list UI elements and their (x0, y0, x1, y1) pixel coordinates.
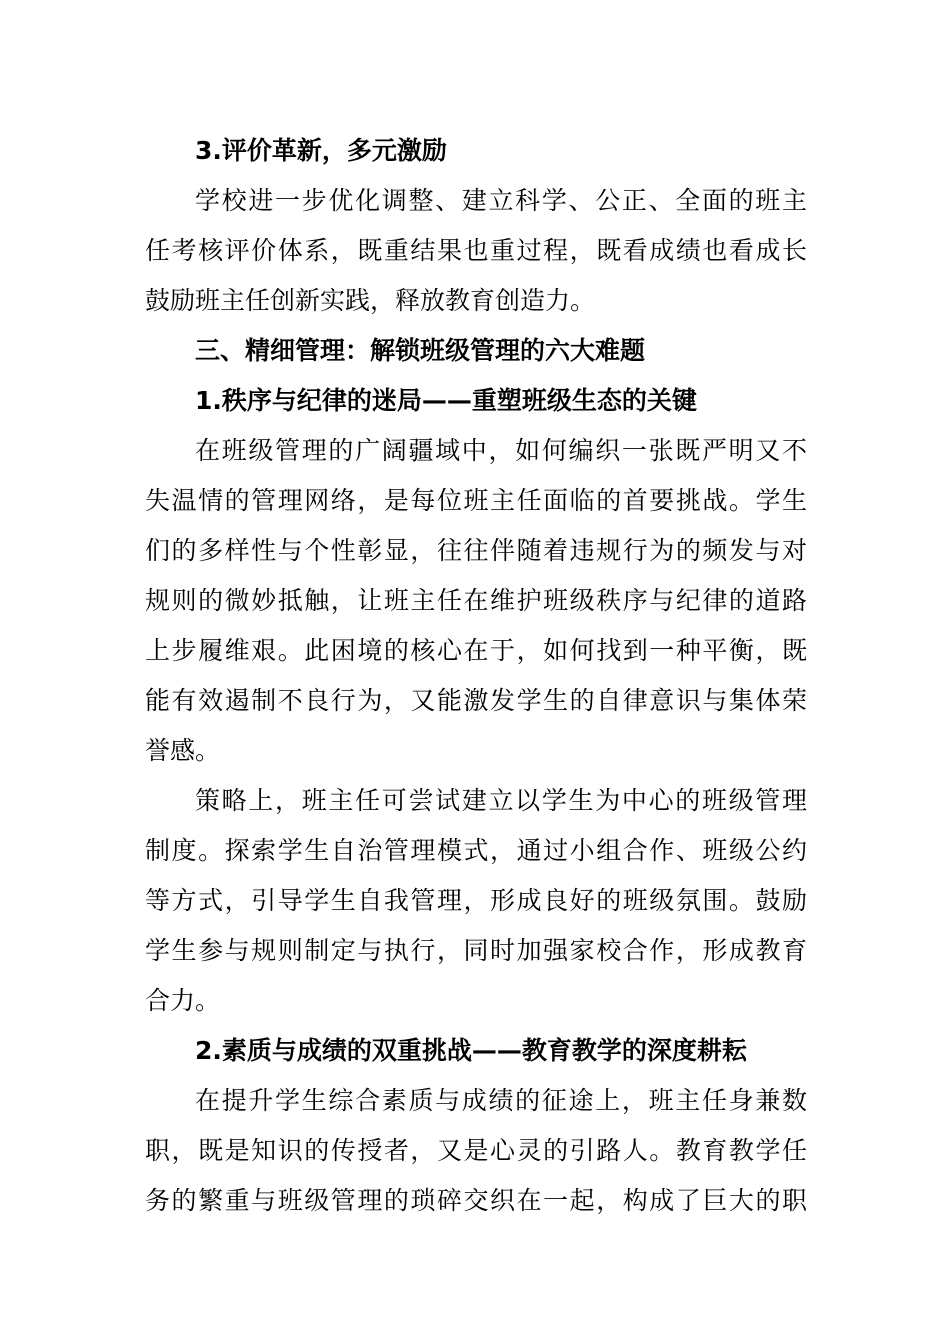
paragraph-line: 在班级管理的广阔疆域中，如何编织一张既严明又不 (195, 436, 807, 465)
paragraph-line: 策略上，班主任可尝试建立以学生为中心的班级管理 (195, 786, 807, 815)
paragraph-line: 能有效遏制不良行为，又能激发学生的自律意识与集体荣 (145, 686, 807, 715)
subheading-evaluation: 3.评价革新，多元激励 (195, 136, 447, 165)
paragraph-line: 规则的微妙抵触，让班主任在维护班级秩序与纪律的道路 (145, 586, 807, 615)
paragraph-line: 任考核评价体系，既重结果也重过程，既看成绩也看成长 (145, 236, 807, 265)
document-page (145, 126, 807, 1226)
paragraph-line: 们的多样性与个性彰显，往往伴随着违规行为的频发与对 (145, 536, 807, 565)
paragraph-line: 上步履维艰。此困境的核心在于，如何找到一种平衡，既 (145, 636, 807, 665)
paragraph-line: 在提升学生综合素质与成绩的征途上，班主任身兼数 (195, 1086, 807, 1115)
paragraph-line: 学校进一步优化调整、建立科学、公正、全面的班主 (195, 186, 807, 215)
paragraph-line: 务的繁重与班级管理的琐碎交织在一起，构成了巨大的职 (145, 1186, 807, 1215)
paragraph-line: 等方式，引导学生自我管理，形成良好的班级氛围。鼓励 (145, 886, 807, 915)
paragraph-line: 职，既是知识的传授者，又是心灵的引路人。教育教学任 (145, 1136, 807, 1165)
paragraph-line: 制度。探索学生自治管理模式，通过小组合作、班级公约 (145, 836, 807, 865)
section-heading: 三、精细管理：解锁班级管理的六大难题 (195, 336, 646, 365)
paragraph-line: 学生参与规则制定与执行，同时加强家校合作，形成教育 (145, 936, 807, 965)
subheading-order-discipline: 1.秩序与纪律的迷局——重塑班级生态的关键 (195, 386, 697, 415)
paragraph-line: 誉感。 (145, 736, 221, 765)
paragraph-line: 鼓励班主任创新实践，释放教育创造力。 (145, 286, 596, 315)
subheading-quality-grades: 2.素质与成绩的双重挑战——教育教学的深度耕耘 (195, 1036, 747, 1065)
paragraph-line: 合力。 (145, 986, 221, 1015)
paragraph-line: 失温情的管理网络，是每位班主任面临的首要挑战。学生 (145, 486, 807, 515)
